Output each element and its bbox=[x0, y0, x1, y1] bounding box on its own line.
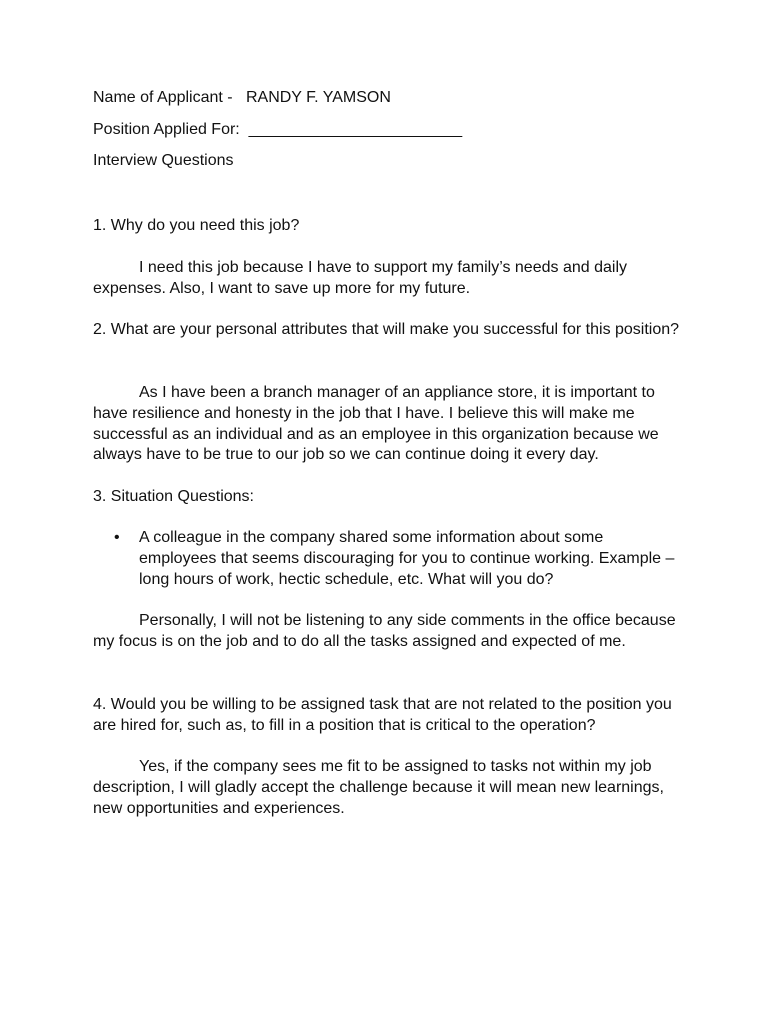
position-blank: ________________________ bbox=[248, 121, 463, 138]
position-line bbox=[93, 120, 462, 140]
question-1: 1. Why do you need this job? bbox=[93, 217, 300, 234]
bullet-icon: • bbox=[114, 529, 120, 546]
answer-3: Personally, I will not be listening to any side comments in the office because my focus is on the job and to do all the tasks assigned and expected of me. bbox=[93, 612, 676, 650]
applicant-name: RANDY F. YAMSON bbox=[245, 89, 391, 106]
section-title: Interview Questions bbox=[93, 152, 234, 169]
applicant-line bbox=[93, 88, 391, 108]
applicant-label: Name of Applicant - bbox=[93, 89, 233, 106]
question-4: 4. Would you be willing to be assigned task that are not related to the position you are hired for, such as, to fill in a position that is critical to the operation? bbox=[93, 696, 672, 734]
question-3: 3. Situation Questions: bbox=[93, 488, 254, 505]
question-2: 2. What are your personal attributes that will make you successful for this position? bbox=[93, 321, 680, 338]
position-label: Position Applied For: bbox=[93, 121, 240, 138]
answer-2: As I have been a branch manager of an appliance store, it is important to have resilience and honesty in the job that I have. I believe this will make me successful as an individual and as an employee in this organization because we always have to be true to our job so we can continue doing it every day. bbox=[93, 384, 659, 464]
situation-bullet: A colleague in the company shared some information about some employees that seems discouraging for you to continue working. Example – long hours of work, hectic schedule, etc. What will you do? bbox=[139, 529, 675, 588]
answer-4: Yes, if the company sees me fit to be assigned to tasks not within my job description, I will gladly accept the challenge because it will mean new learnings, new opportunities and experiences. bbox=[93, 758, 664, 817]
answer-1: I need this job because I have to support my family’s needs and daily expenses. Also, I want to save up more for my future. bbox=[93, 259, 627, 297]
